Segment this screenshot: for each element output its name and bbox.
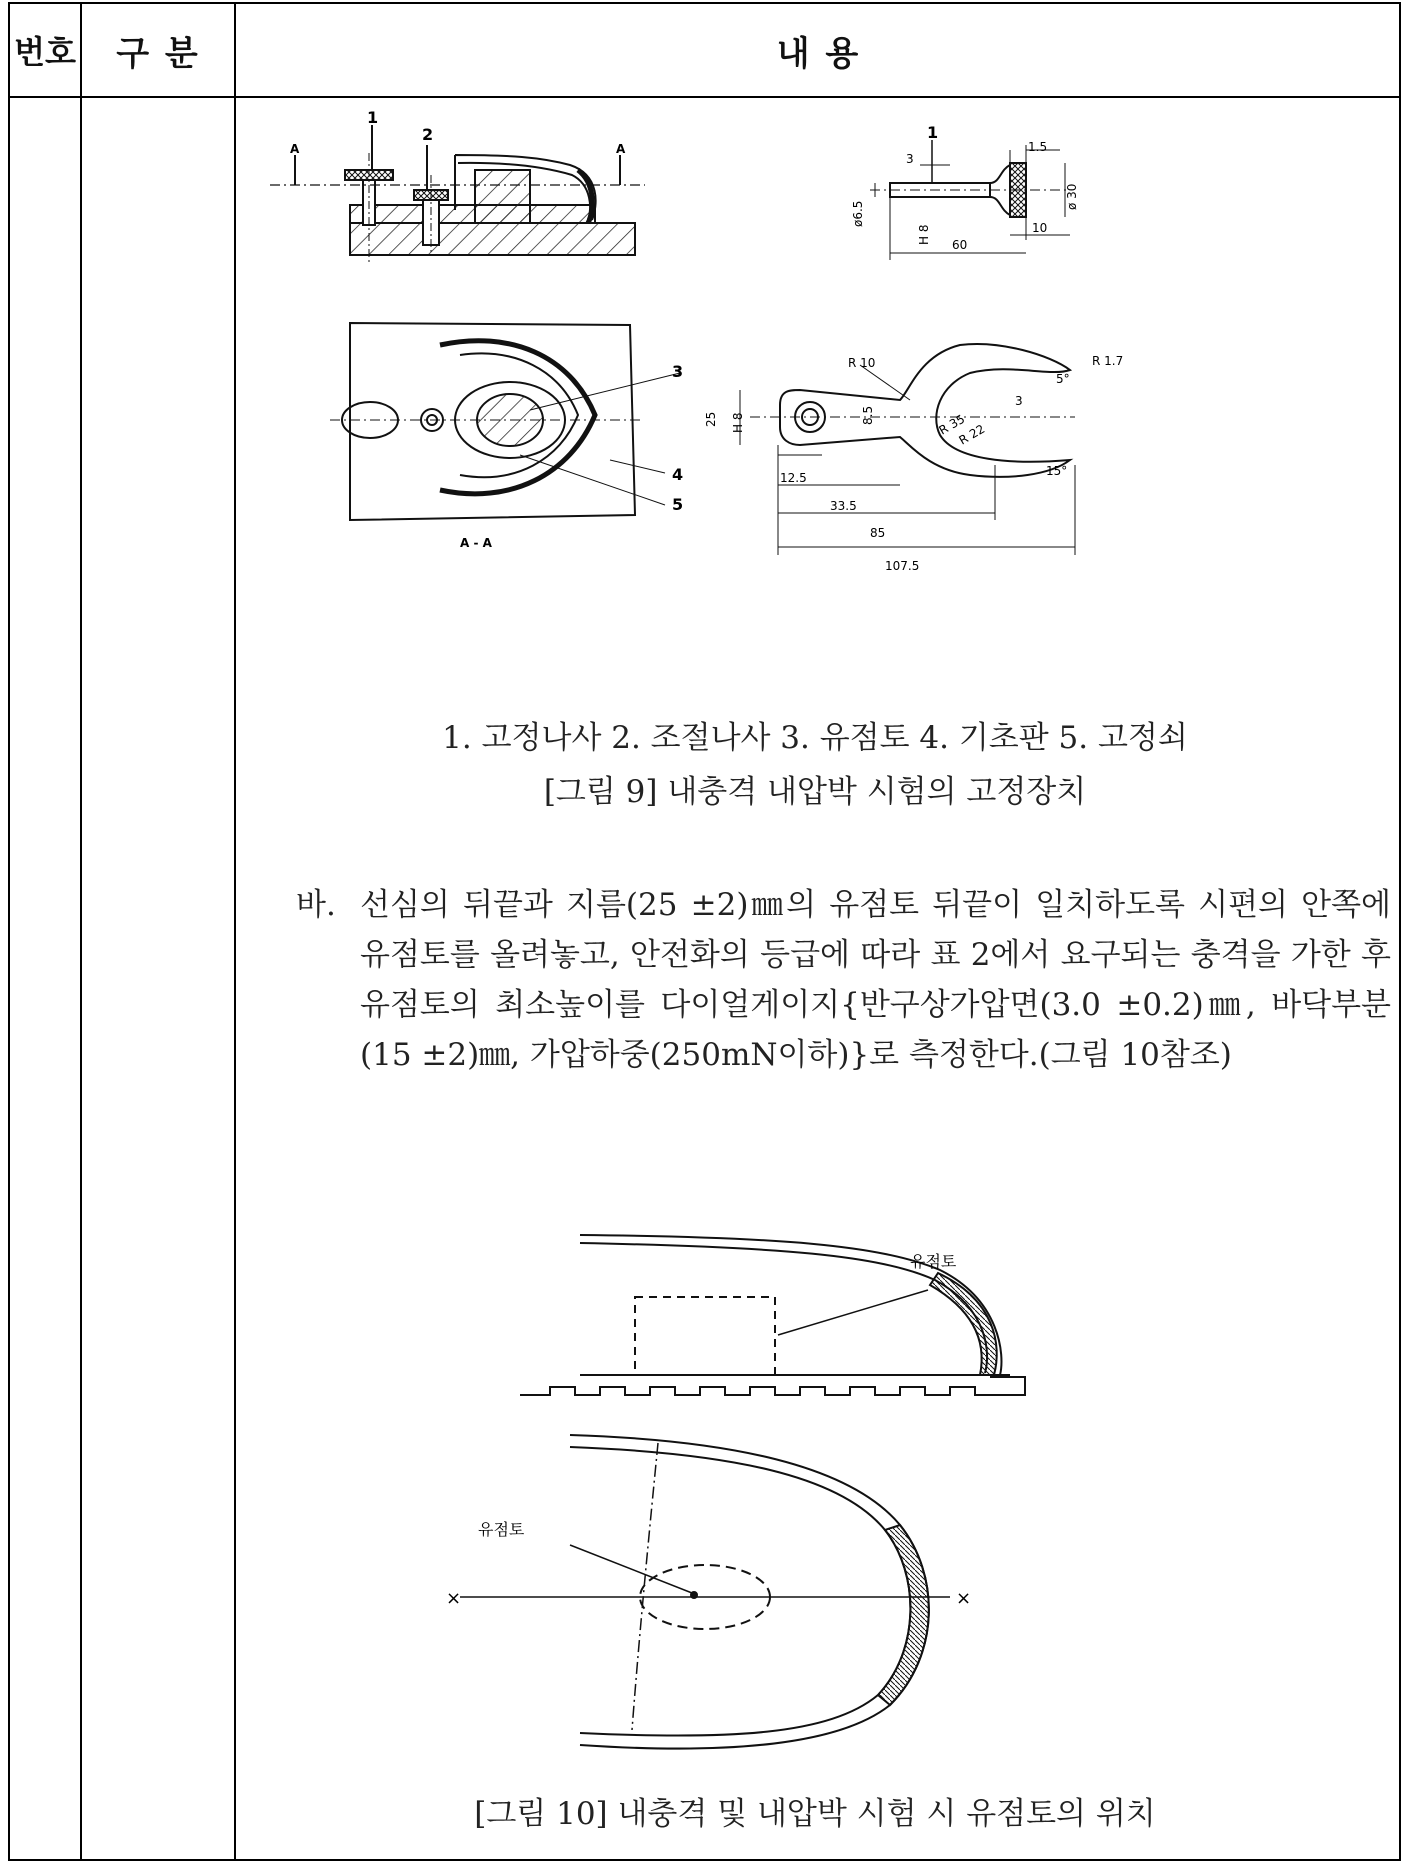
column-divider bbox=[80, 4, 82, 1859]
figure-9-drawing bbox=[290, 108, 1310, 675]
dim-h8: H 8 bbox=[917, 224, 931, 245]
section-mark-a-right: A bbox=[616, 142, 626, 156]
paragraph-text: 선심의 뒤끝과 지름(25 ±2)㎜의 유점토 뒤끝이 일치하도록 시편의 안쪽에 유점토를 올려놓고, 안전화의 등급에 따라 표 2에서 요구되는 충격을 가한 후 유점토의 최소높이를 다이얼게이지{반구상가압면(3.0 ±0.2)㎜, 바닥부분(15 ±2)㎜, 가압하중(250mN이하)}로 측정한다.(그림 10참조) bbox=[360, 887, 1391, 1073]
paragraph-item-ba bbox=[296, 880, 1391, 1080]
dim-r22: R 22 bbox=[956, 421, 988, 448]
dim-25: 25 bbox=[704, 411, 718, 427]
dim-33-5: 33.5 bbox=[830, 499, 857, 513]
dim-r10: R 10 bbox=[848, 356, 876, 370]
dim-r35: R 35 bbox=[936, 411, 968, 438]
dim-h8-clamp: H 8 bbox=[731, 412, 745, 433]
dim-3-clamp: 3 bbox=[1015, 394, 1023, 408]
axis-mark-right: × bbox=[956, 1588, 972, 1609]
header-content: 내 용 bbox=[776, 33, 861, 74]
clamp-dimension-view bbox=[740, 344, 1075, 555]
dim-1-5: 1.5 bbox=[1028, 140, 1048, 154]
dim-10: 10 bbox=[1032, 221, 1048, 235]
fixture-section-view bbox=[270, 125, 645, 263]
header-number: 번호 bbox=[14, 33, 76, 71]
figure-10-drawing bbox=[446, 1225, 1200, 1765]
fixing-screw-detail bbox=[870, 140, 1070, 260]
dim-3: 3 bbox=[906, 152, 914, 166]
figure-9-caption: [그림 9] 내충격 내압박 시험의 고정장치 bbox=[543, 774, 1087, 810]
callout-3: 3 bbox=[672, 362, 684, 381]
dim-107-5: 107.5 bbox=[885, 559, 920, 573]
dim-d6-5: ø6.5 bbox=[851, 200, 865, 227]
fixture-plan-view bbox=[330, 323, 680, 520]
dim-60: 60 bbox=[952, 238, 968, 252]
dim-r1-7: R 1.7 bbox=[1092, 354, 1124, 368]
figure-9-legend: 1. 고정나사 2. 조절나사 3. 유점토 4. 기초판 5. 고정쇠 bbox=[442, 720, 1188, 756]
dim-8-5: 8.5 bbox=[861, 405, 875, 425]
callout-1: 1 bbox=[367, 108, 379, 127]
callout-2: 2 bbox=[422, 125, 434, 144]
header-category: 구 분 bbox=[116, 33, 200, 74]
paragraph-body bbox=[296, 880, 1391, 1080]
shoe-plan-view bbox=[460, 1435, 950, 1749]
callout-4: 4 bbox=[672, 465, 684, 484]
callout-5: 5 bbox=[672, 495, 684, 514]
paragraph-marker: 바. bbox=[296, 887, 336, 923]
section-mark-a-left: A bbox=[290, 142, 300, 156]
dim-angle-5: 5° bbox=[1056, 372, 1070, 386]
dim-angle-15: 15° bbox=[1046, 464, 1068, 478]
dim-85: 85 bbox=[870, 526, 886, 540]
axis-mark-left: × bbox=[446, 1588, 462, 1609]
figure-10-caption: [그림 10] 내충격 및 내압박 시험 시 유점토의 위치 bbox=[474, 1796, 1156, 1832]
dim-d30: ø 30 bbox=[1065, 183, 1079, 210]
header-divider bbox=[10, 96, 1399, 98]
column-divider bbox=[234, 4, 236, 1859]
dim-12-5: 12.5 bbox=[780, 471, 807, 485]
section-label-aa: A - A bbox=[460, 536, 492, 550]
clay-label-bottom: 유점토 bbox=[478, 1520, 525, 1539]
clay-label-top: 유점토 bbox=[910, 1252, 957, 1271]
screw-callout-1: 1 bbox=[927, 123, 939, 142]
